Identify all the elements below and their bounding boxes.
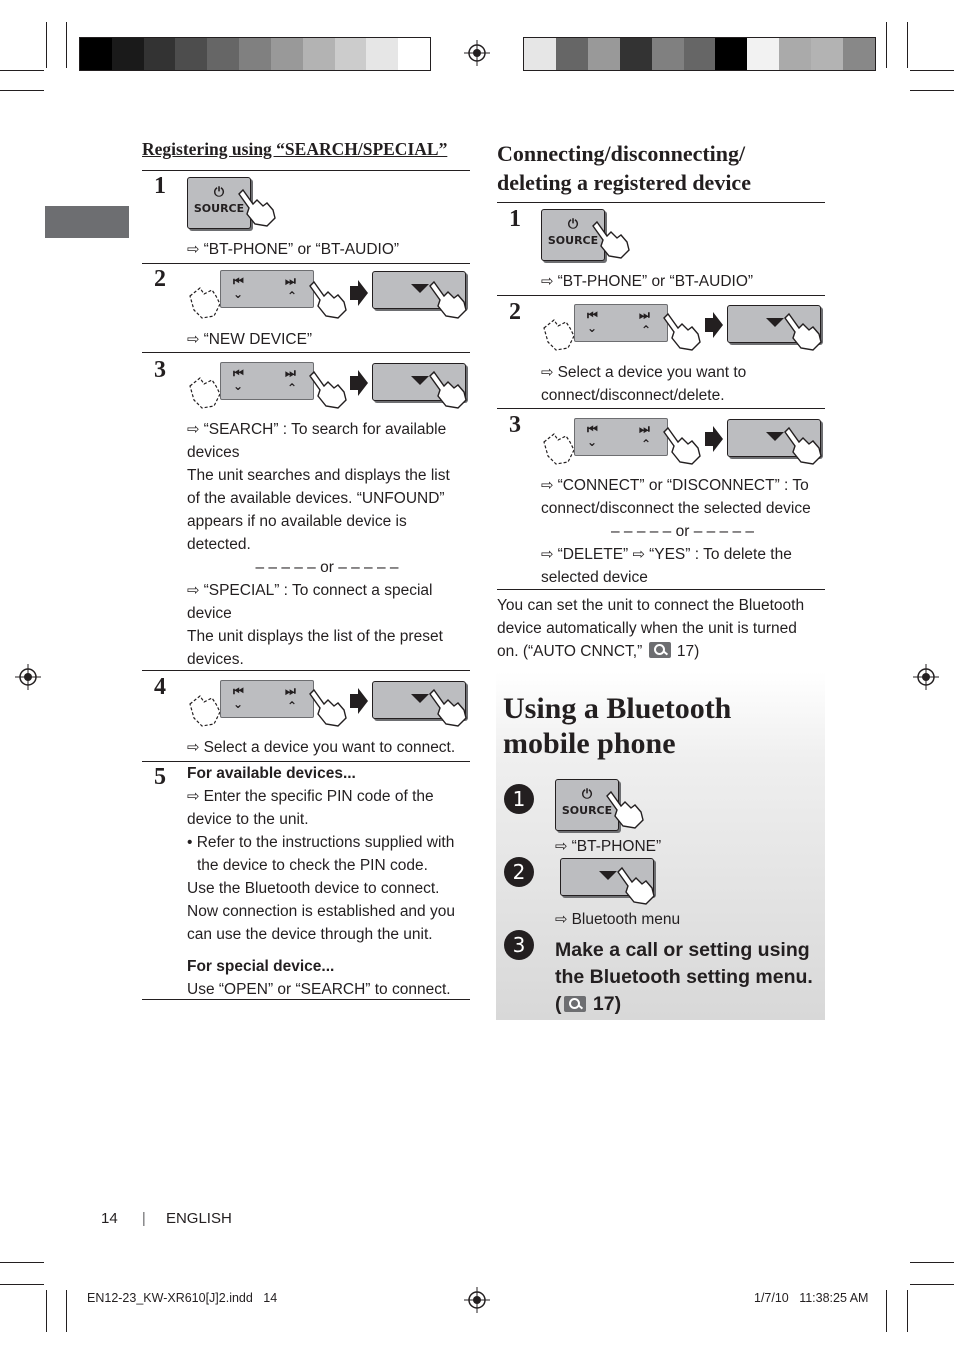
pointing-hand-icon [662,310,704,352]
skip-buttons[interactable] [574,418,668,456]
power-icon: ⏻ [581,786,593,801]
previous-icon: ⏮ [587,308,598,322]
step-instruction: Make a call or setting using the Bluetooth setting menu. ( 17) [555,939,813,1015]
step-text: ⇨ “SEARCH” : To search for available devices The unit searches and displays the list of the available devices. “UNFOUND” appears if no available device is detected. – – – – – or – – – – – ⇨ “SPECIAL” : To connect a special device The unit displays the list of the preset devices. [187,421,450,668]
pointing-hand-icon [662,424,704,466]
color-bar-left [79,37,431,71]
step-text: ⇨ Select a device you want to connect/disconnect/delete. [541,364,747,404]
crop-mark [907,22,908,68]
arrow-right-icon [350,280,368,306]
step-number: 3 [509,412,521,438]
skip-buttons[interactable] [220,680,314,718]
crop-mark [886,1290,887,1332]
color-swatch [303,38,335,70]
down-chevron-icon: ⌄ [233,379,244,393]
bluetooth-title: Using a Bluetooth mobile phone [503,692,732,760]
crop-mark [910,90,954,91]
section-tab [45,206,129,238]
pointing-hand-icon [428,278,470,320]
step-number: 3 [154,357,166,383]
divider [497,202,825,203]
pointing-hand-icon [783,310,825,352]
divider [497,589,825,590]
crop-mark [0,1284,44,1285]
pointing-hand-icon [308,368,350,410]
step-result: ⇨ “NEW DEVICE” [187,331,313,348]
arrow-right-icon [705,312,723,338]
skip-buttons[interactable] [574,304,668,342]
color-swatch [271,38,303,70]
color-swatch [715,38,747,70]
skip-buttons[interactable] [220,270,314,308]
previous-icon: ⏮ [233,366,244,380]
separator: | [141,1210,146,1227]
color-swatch [398,38,430,70]
color-swatch [652,38,684,70]
crop-mark [907,1290,908,1332]
language-label: ENGLISH [165,1210,232,1227]
page-number: 14 [101,1210,118,1227]
next-icon: ⏭ [639,422,650,436]
previous-icon: ⏮ [587,422,598,436]
arrow-right-icon [350,688,368,714]
pointing-hand-icon [616,864,658,906]
pointing-hand-icon [308,686,350,728]
step-result: ⇨ Select a device you want to connect. [187,739,456,756]
step-number: 2 [509,299,521,325]
up-chevron-icon: ⌃ [641,323,652,337]
step-number: 1 [509,206,521,232]
power-icon: ⏻ [213,184,225,199]
step-result: ⇨ “BT-PHONE” [555,838,662,855]
step-result: ⇨ “BT-PHONE” or “BT-AUDIO” [187,241,400,258]
step-number: 2 [154,266,166,292]
registration-mark-icon [913,664,939,690]
crop-mark [66,22,67,68]
registration-mark-icon [464,1287,490,1313]
up-chevron-icon: ⌃ [287,699,298,713]
right-heading: Connecting/disconnecting/ deleting a registered device [497,141,751,195]
crop-mark [910,1284,954,1285]
source-label: SOURCE [193,202,245,215]
divider [142,170,470,171]
power-icon: ⏻ [567,216,579,231]
print-date: 1/7/10 11:38:25 AM [754,1291,869,1305]
step-result: ⇨ “BT-PHONE” or “BT-AUDIO” [541,273,754,290]
next-icon: ⏭ [285,366,296,380]
crop-mark [0,70,44,71]
previous-icon: ⏮ [233,274,244,288]
divider [497,408,825,409]
next-icon: ⏭ [285,684,296,698]
down-chevron-icon: ⌄ [587,435,598,449]
color-swatch [335,38,367,70]
color-swatch [175,38,207,70]
next-icon: ⏭ [639,308,650,322]
color-swatch [843,38,875,70]
color-swatch [80,38,112,70]
color-bar-right [523,37,876,71]
previous-icon: ⏮ [233,684,244,698]
color-swatch [144,38,176,70]
step-number-circle: 3 [504,930,534,960]
color-swatch [588,38,620,70]
pointing-hand-icon [237,186,279,228]
crop-mark [0,1262,44,1263]
crop-mark [66,1290,67,1332]
registration-mark-icon [15,664,41,690]
color-swatch [239,38,271,70]
file-name: EN12-23_KW-XR610[J]2.indd 14 [87,1291,278,1305]
color-swatch [524,38,556,70]
step-text: For available devices... ⇨ Enter the specific PIN code of the device to the unit. • Refer to the instructions supplied with the device to check the PIN code. Use the Bluetooth device to connect. Now connection is established and you can use the device through the unit. For special device... Use “OPEN” or “SEARCH” to connect. [187,765,455,998]
page-footer [101,1207,232,1230]
divider [142,999,470,1000]
up-chevron-icon: ⌃ [641,437,652,451]
down-chevron-icon: ⌄ [233,287,244,301]
crop-mark [46,1290,47,1332]
pointing-hand-icon [591,218,633,260]
divider [142,352,470,353]
arrow-right-icon [705,426,723,452]
step-number-circle: 2 [504,857,534,887]
next-icon: ⏭ [285,274,296,288]
arrow-right-icon [350,370,368,396]
color-swatch [556,38,588,70]
color-swatch [779,38,811,70]
divider [142,670,470,671]
step-number-circle: 1 [504,784,534,814]
down-chevron-icon: ⌄ [233,697,244,711]
color-swatch [207,38,239,70]
divider [142,263,470,264]
magnifier-icon [564,996,586,1012]
crop-mark [910,1262,954,1263]
step-number: 4 [154,674,166,700]
pointing-hand-icon [428,368,470,410]
divider [497,295,825,296]
step-text: ⇨ “CONNECT” or “DISCONNECT” : To connect/disconnect the selected device – – – – – or – – – – – ⇨ “DELETE” ⇨ “YES” : To delete the selected device [541,477,811,586]
color-swatch [112,38,144,70]
color-swatch [811,38,843,70]
down-chevron-icon: ⌄ [587,321,598,335]
color-swatch [620,38,652,70]
source-label: SOURCE [561,804,613,817]
auto-connect-note: You can set the unit to connect the Bluetooth device automatically when the unit is turned on. (“AUTO CNNCT,” 17) [497,597,805,660]
step-number: 5 [154,764,166,790]
pointing-hand-icon [605,788,647,830]
crop-mark [910,70,954,71]
crop-mark [886,22,887,68]
source-label: SOURCE [547,234,599,247]
step-result: ⇨ Bluetooth menu [555,911,681,928]
magnifier-icon [649,642,671,658]
registration-mark-icon [464,40,490,66]
color-swatch [747,38,779,70]
crop-mark [0,90,44,91]
color-swatch [684,38,716,70]
crop-mark [46,22,47,68]
left-heading: Registering using “SEARCH/SPECIAL” [142,139,448,159]
skip-buttons[interactable] [220,362,314,400]
step-number: 1 [154,173,166,199]
up-chevron-icon: ⌃ [287,289,298,303]
up-chevron-icon: ⌃ [287,381,298,395]
color-swatch [366,38,398,70]
pointing-hand-icon [428,686,470,728]
pointing-hand-icon [783,424,825,466]
pointing-hand-icon [308,278,350,320]
